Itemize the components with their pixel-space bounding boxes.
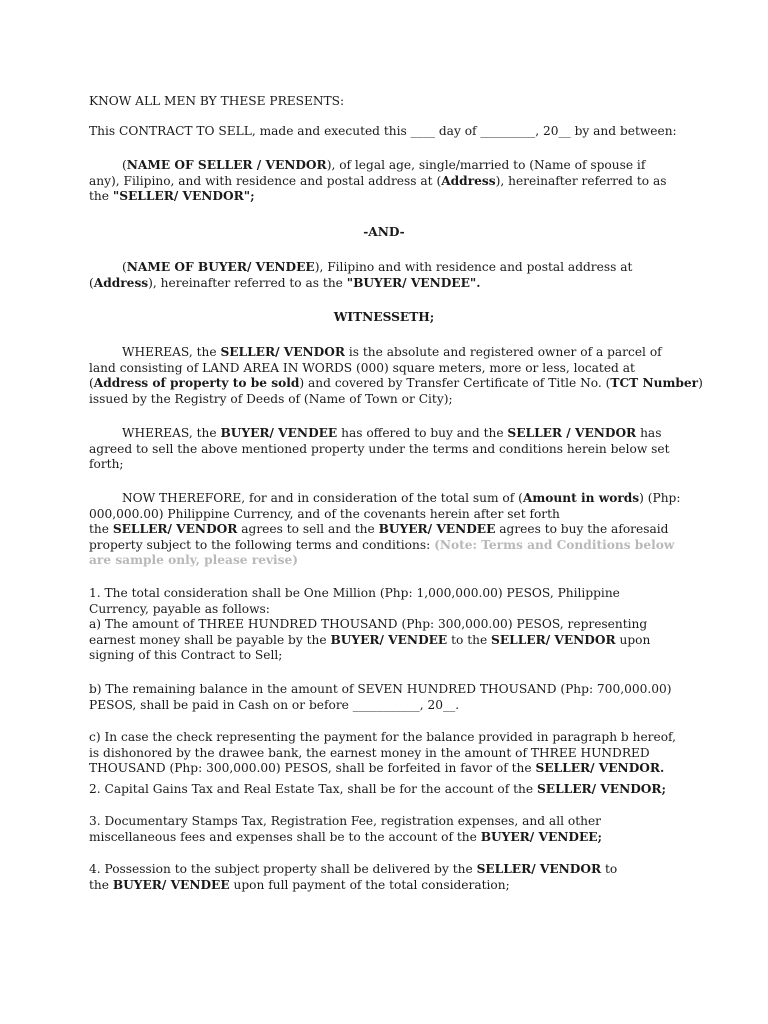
term-1b-balance: b) The remaining balance in the amount of SEVEN HUNDRED THOUSAND (Php: 700,000.00) PESOS, shall be paid in Cash on or before ___________, 20__. xyxy=(89,682,672,712)
intro-heading: KNOW ALL MEN BY THESE PRESENTS: xyxy=(89,94,345,108)
sample-note-continued: are sample only, please revise) xyxy=(89,553,299,568)
seller-name: NAME OF SELLER / VENDOR xyxy=(126,158,327,172)
seller-paragraph: (NAME OF SELLER / VENDOR), of legal age, single/married to (Name of spouse if any), Filipino, and with residence and postal address at (Address), hereinafter referred to as the "SELLER/ VENDOR"; xyxy=(89,158,667,204)
term-4-possession: 4. Possession to the subject property shall be delivered by the SELLER/ VENDOR to the BUYER/ VENDEE upon full payment of the total consideration; xyxy=(89,862,618,892)
term-1c-dishonored-check: c) In case the check representing the payment for the balance provided in paragraph b hereof, is dishonored by the drawee bank, the earnest money in the amount of THREE HUNDRED THOUSAND (Php: 300,000.00) PESOS, shall be forfeited in favor of the SELLER/ VENDOR. xyxy=(89,730,676,776)
contract-opening-line: This CONTRACT TO SELL, made and executed this ____ day of _________, 20__ by and between: xyxy=(89,124,677,138)
whereas-ownership-paragraph: WHEREAS, the SELLER/ VENDOR is the absolute and registered owner of a parcel of land consisting of LAND AREA IN WORDS (000) square meters, more or less, located at (Address of property to be sold) and covered by Transfer Certificate of Title No. (TCT Number) issued by the Registry of Deeds of (Name of Town or City); xyxy=(89,345,703,406)
whereas-offer-paragraph: WHEREAS, the BUYER/ VENDEE has offered to buy and the SELLER / VENDOR has agreed to sell the above mentioned property under the terms and conditions herein below set forth; xyxy=(89,426,670,472)
witnesseth-heading: WITNESSETH; xyxy=(333,310,435,324)
buyer-paragraph: (NAME OF BUYER/ VENDEE), Filipino and with residence and postal address at (Address), hereinafter referred to as the "BUYER/ VENDEE". xyxy=(89,260,633,290)
sample-note: (Note: Terms and Conditions below xyxy=(434,537,675,552)
buyer-address: Address xyxy=(93,275,149,290)
buyer-label: "BUYER/ VENDEE". xyxy=(346,275,481,290)
seller-label: "SELLER/ VENDOR"; xyxy=(112,189,255,204)
term-2-taxes: 2. Capital Gains Tax and Real Estate Tax, shall be for the account of the SELLER/ VENDOR; xyxy=(89,782,667,796)
and-separator: -AND- xyxy=(363,225,405,239)
term-3-fees: 3. Documentary Stamps Tax, Registration Fee, registration expenses, and all other miscellaneous fees and expenses shall be to the account of the BUYER/ VENDEE; xyxy=(89,814,603,844)
term-1-consideration: 1. The total consideration shall be One Million (Php: 1,000,000.00) PESOS, Philippine Currency, payable as follows: a) The amount of THREE HUNDRED THOUSAND (Php: 300,000.00) PESOS, representing earnest money shall be payable by the BUYER/ VENDEE to the SELLER/ VENDOR upon signing of this Contract to Sell; xyxy=(89,586,651,663)
buyer-name: NAME OF BUYER/ VENDEE xyxy=(126,260,315,274)
now-therefore-paragraph: NOW THEREFORE, for and in consideration of the total sum of (Amount in words) (Php: 000,000.00) Philippine Currency, and of the covenants herein after set forth the SELLER/ VENDOR agrees to sell and the BUYER/ VENDEE agrees to buy the aforesaid property subject to the following terms and conditions: (Note: Terms and Conditions below are sample only, please revise) xyxy=(89,491,681,568)
seller-address: Address xyxy=(441,173,496,188)
